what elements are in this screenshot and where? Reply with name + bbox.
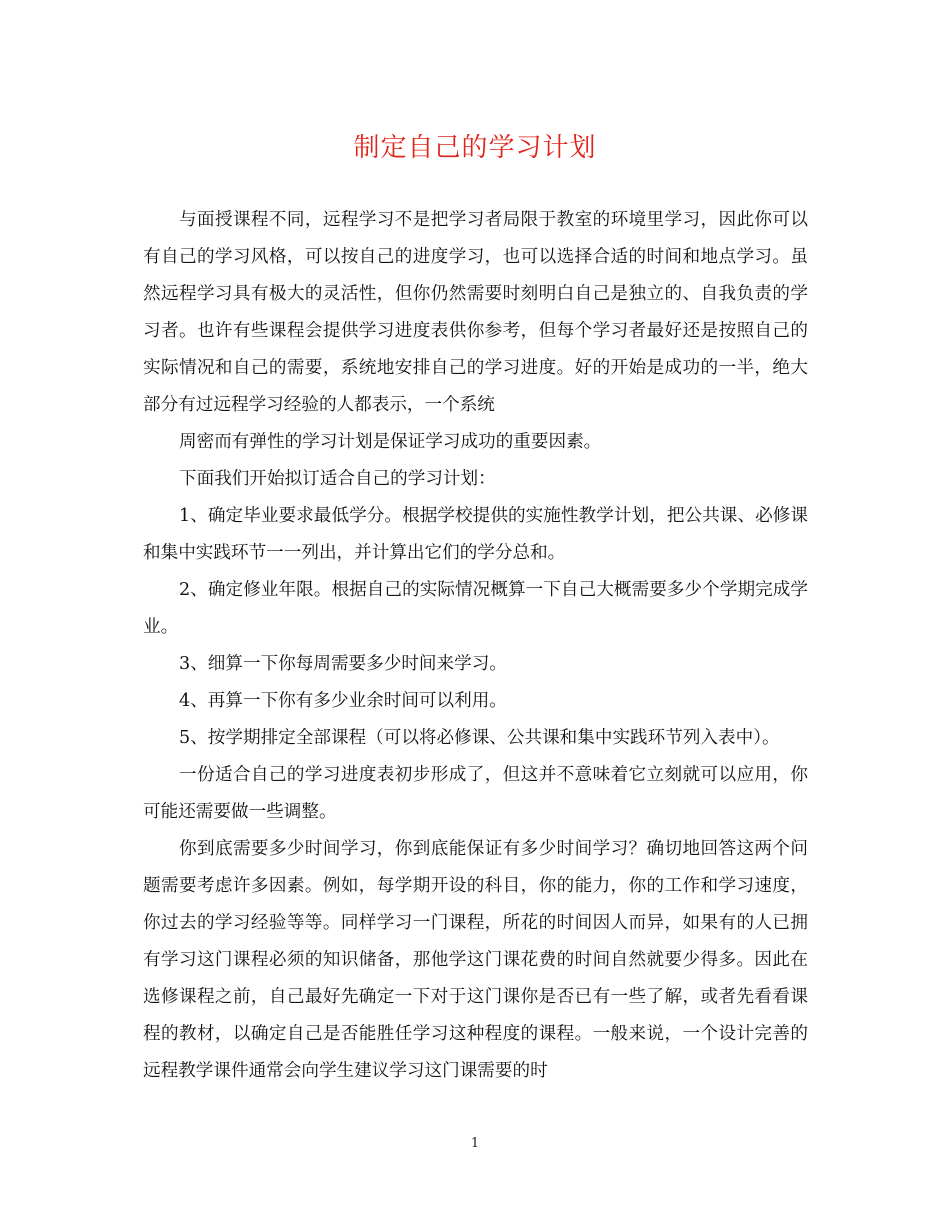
paragraph: 你到底需要多少时间学习，你到底能保证有多少时间学习？确切地回答这两个问题需要考虑许多因素。例如，每学期开设的科目，你的能力，你的工作和学习速度，你过去的学习经验等等。同样学习一门课程，所花的时间因人而异，如果有的人已拥有学习这门课程必须的知识储备，那他学这门课花费的时间自然就要少得多。因此在选修课程之前，自己最好先确定一下对于这门课你是否已有一些了解，或者先看看课程的教材，以确定自己是否能胜任学习这种程度的课程。一般来说，一个设计完善的远程教学课件通常会向学生建议学习这门课需要的时 xyxy=(143,839,808,1081)
paragraph: 3、细算一下你每周需要多少时间来学习。 xyxy=(179,654,507,674)
page-title: 制定自己的学习计划 xyxy=(353,133,597,163)
paragraph: 5、按学期排定全部课程（可以将必修课、公共课和集中实践环节列入表中）。 xyxy=(179,728,780,748)
paragraph: 一份适合自己的学习进度表初步形成了，但这并不意味着它立刻就可以应用，你可能还需要做一些调整。 xyxy=(143,765,808,822)
page-number: 1 xyxy=(470,1136,480,1151)
paragraph: 2、确定修业年限。根据自己的实际情况概算一下自己大概需要多少个学期完成学业。 xyxy=(143,580,808,637)
document-body xyxy=(143,202,808,1090)
paragraph: 与面授课程不同，远程学习不是把学习者局限于教室的环境里学习，因此你可以有自己的学习风格，可以按自己的进度学习，也可以选择合适的时间和地点学习。虽然远程学习具有极大的灵活性，但你仍然需要时刻明白自己是独立的、自我负责的学习者。也许有些课程会提供学习进度表供你参考，但每个学习者最好还是按照自己的实际情况和自己的需要，系统地安排自己的学习进度。好的开始是成功的一半，绝大部分有过远程学习经验的人都表示，一个系统 xyxy=(143,210,808,415)
paragraph: 4、再算一下你有多少业余时间可以利用。 xyxy=(179,691,507,711)
paragraph: 1、确定毕业要求最低学分。根据学校提供的实施性教学计划，把公共课、必修课和集中实践环节一一列出，并计算出它们的学分总和。 xyxy=(143,506,808,563)
paragraph: 下面我们开始拟订适合自己的学习计划： xyxy=(179,469,496,489)
paragraph: 周密而有弹性的学习计划是保证学习成功的重要因素。 xyxy=(179,432,602,452)
